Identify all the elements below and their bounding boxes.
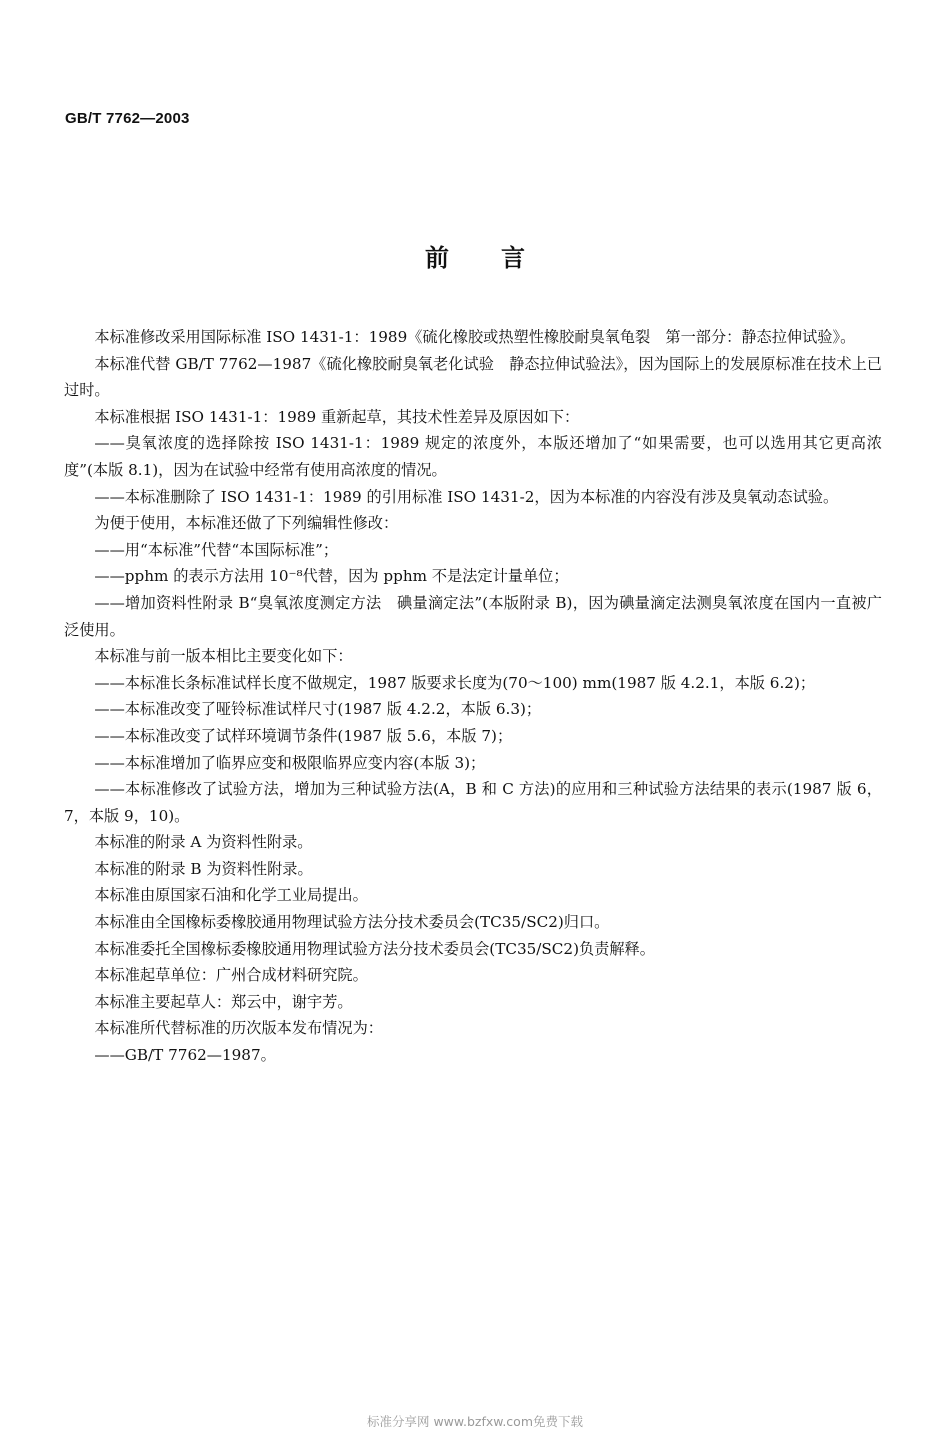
paragraph: ——本标准改变了试样环境调节条件(1987 版 5.6，本版 7)； (94, 726, 513, 745)
paragraph: ——本标准增加了临界应变和极限临界应变内容(本版 3)； (94, 753, 486, 772)
paragraph: 本标准起草单位：广州合成材料研究院。 (94, 966, 368, 985)
paragraph: 本标准根据 ISO 1431-1：1989 重新起草，其技术性差异及原因如下： (94, 407, 580, 426)
paragraph: 本标准由全国橡标委橡胶通用物理试验方法分技术委员会(TC35/SC2)归口。 (94, 913, 610, 932)
paragraph: ——本标准长条标准试样长度不做规定，1987 版要求长度为(70～100) mm(1987 版 4.2.1，本版 6.2)； (94, 673, 816, 692)
paragraph: 本标准主要起草人：郑云中，谢宇芳。 (94, 992, 353, 1011)
title-char: 言 (501, 244, 525, 272)
paragraph: ——本标准修改了试验方法，增加为三种试验方法(A，B 和 C 方法)的应用和三种试验方法结果的表示(1987 版 6，7，本版 9，10)。 (64, 780, 882, 825)
paragraph: 本标准代替 GB/T 7762—1987《硫化橡胶耐臭氧老化试验 静态拉伸试验法》，因为国际上的发展原标准在技术上已过时。 (64, 354, 882, 400)
paragraph: ——GB/T 7762—1987。 (94, 1046, 276, 1065)
paragraph: ——臭氧浓度的选择除按 ISO 1431-1：1989 规定的浓度外，本版还增加了“如果需要，也可以选用其它更高浓度”(本版 8.1)，因为在试验中经常有使用高浓度的情况。 (64, 434, 882, 479)
paragraph: ——用“本标准”代替“本国际标准”； (94, 540, 339, 559)
paragraph: 本标准所代替标准的历次版本发布情况为： (94, 1019, 383, 1038)
paragraph: 本标准由原国家石油和化学工业局提出。 (94, 886, 368, 905)
paragraph: ——本标准删除了 ISO 1431-1：1989 的引用标准 ISO 1431-2，因为本标准的内容没有涉及臭氧动态试验。 (94, 487, 839, 506)
paragraph: 本标准委托全国橡标委橡胶通用物理试验方法分技术委员会(TC35/SC2)负责解释。 (94, 939, 655, 958)
preface-body (64, 324, 882, 1069)
paragraph: 本标准修改采用国际标准 ISO 1431-1：1989《硫化橡胶或热塑性橡胶耐臭氧龟裂 第一部分：静态拉伸试验》。 (94, 328, 856, 346)
page-title (0, 238, 950, 273)
paragraph: 本标准与前一版本相比主要变化如下： (94, 647, 353, 666)
paragraph: 本标准的附录 A 为资料性附录。 (94, 833, 313, 852)
watermark-footer: 标准分享网 www.bzfxw.com免费下载 (366, 1414, 583, 1429)
paragraph: 为便于使用，本标准还做了下列编辑性修改： (94, 514, 399, 533)
paragraph: ——增加资料性附录 B“臭氧浓度测定方法 碘量滴定法”(本版附录 B)，因为碘量滴定法测臭氧浓度在国内一直被广泛使用。 (64, 593, 882, 639)
paragraph: 本标准的附录 B 为资料性附录。 (94, 859, 313, 878)
standard-code: GB/T 7762—2003 (65, 110, 190, 127)
title-char: 前 (425, 244, 449, 272)
paragraph: ——pphm 的表示方法用 10⁻⁸代替，因为 pphm 不是法定计量单位； (94, 567, 569, 586)
paragraph: ——本标准改变了哑铃标准试样尺寸(1987 版 4.2.2，本版 6.3)； (94, 700, 542, 719)
